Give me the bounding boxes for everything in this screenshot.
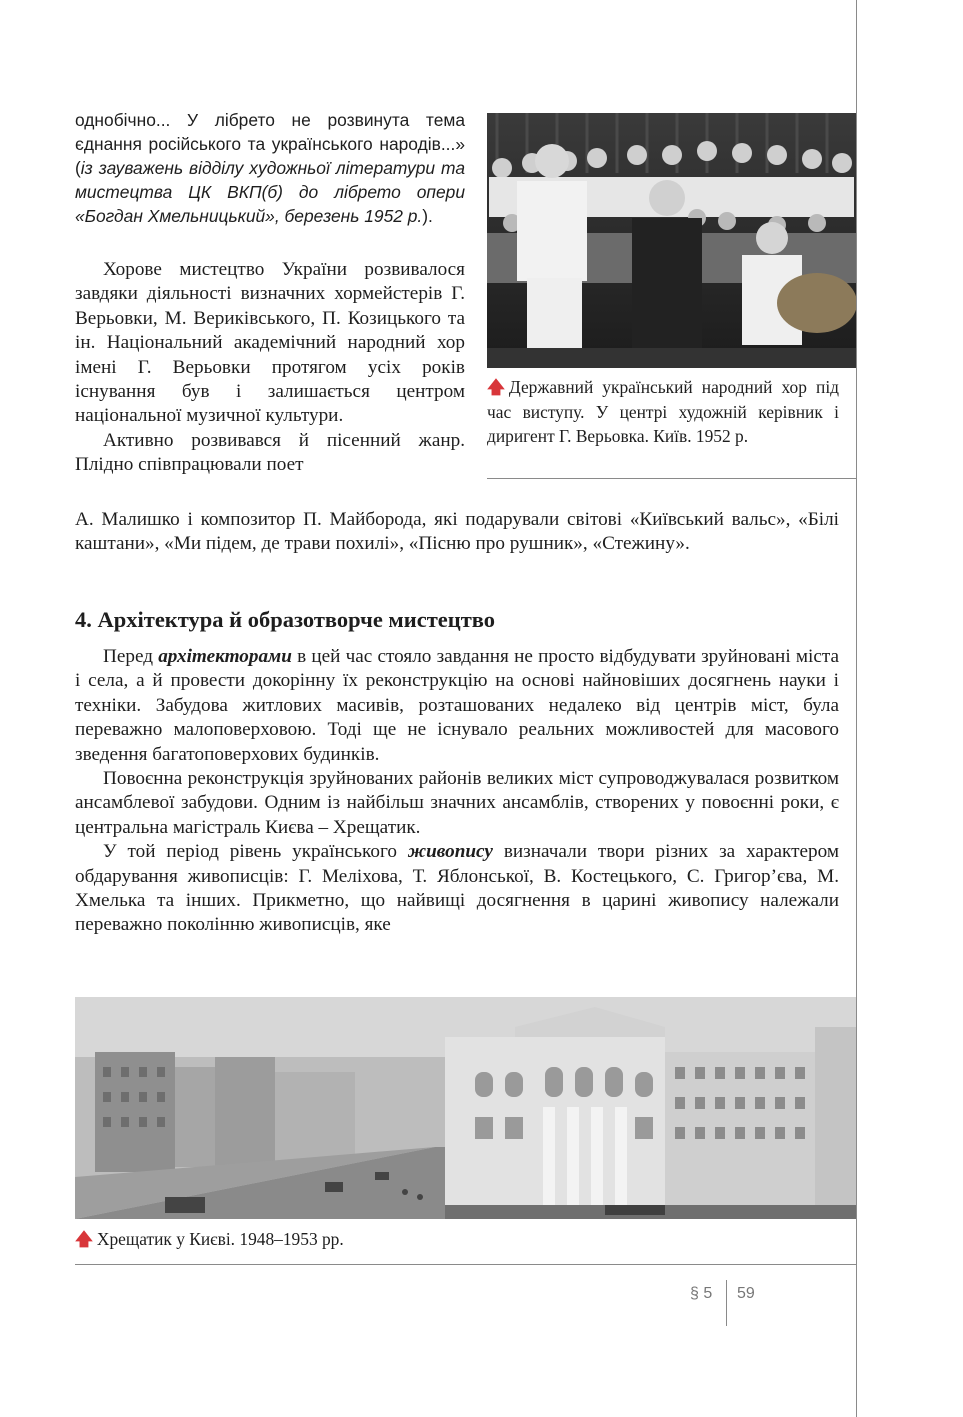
footer-divider: [75, 1264, 856, 1265]
footer-separator: [726, 1280, 727, 1326]
choir-photo-image: [487, 113, 856, 368]
p1-after: в цей час стояло завдання не просто відбудувати зруйновані міста і села, а й провести докорінну їх реконструкцію на основі найновіших досягнень науки і техніки. Забудова житлових масивів, розташованих недалеко від центрів міст, була переважно малоповерховою. Тоді ще не існувало реальних можливостей для масового зведення багатоповерхових будинків.: [75, 646, 839, 765]
paragraph-reconstruction: Повоєнна реконструкція зруйнованих районів великих міст супроводжувалася розвитком ансамблевої забудови. Одним із найбільш значних ансамблів, створених у повоєнні роки, є центральна магістраль Києва – Хрещатик.: [75, 768, 839, 838]
quote-text: однобічно... У лібрето не розвинута тема єднання російського та українського народів...» (: [75, 110, 465, 178]
p3-after: визначали твори різних за характером обдарування живописців: Г. Меліхова, Т. Яблонської, В. Костецького, С. Григор’єва, М. Хмелька та інших. Прикметно, що найвищі досягнення в царині живопису належали переважно поколінню живописців, яке: [75, 841, 839, 936]
footer-page-number: 59: [737, 1285, 755, 1302]
khreshchatyk-photo-image: [75, 997, 856, 1219]
quote-end: ).: [422, 206, 433, 226]
footer-section-number: § 5: [690, 1285, 713, 1302]
page-edge-rule: [856, 0, 857, 1417]
paragraph-song-genre: Активно розвивався й пісенний жанр. Плідно співпрацювали поет: [75, 429, 465, 476]
khreshchatyk-photo-caption: [75, 1227, 775, 1252]
choir-photo-caption: [487, 375, 839, 448]
paragraph-continuation: А. Малишко і композитор П. Майборода, які подарували світові «Київський вальс», «Білі каштани», «Ми підем, де трави похилі», «Пісню про рушник», «Стежину».: [75, 509, 839, 555]
term-painting: живопису: [407, 841, 493, 863]
p1-before: Перед: [103, 646, 159, 667]
paragraph-choral-art: Хорове мистецтво України розвивалося завдяки діяльності визначних хормейстерів Г. Верьовки, М. Вериківського, П. Козицького та ін. Національний академічний народний хор імені Г. Верьовки протягом усіх років існування був і залишається центром національної музичної культури.: [75, 259, 465, 427]
quote-source: із зауважень відділу художньої літератури та мистецтва ЦК ВКП(б) до лібрето опери «Богдан Хмельницький», березень 1952 р.: [75, 158, 465, 226]
term-architects: архітекторами: [158, 646, 292, 667]
arrow-up-icon: 🡅: [75, 1230, 93, 1250]
paragraph-painting: [75, 840, 839, 938]
paragraph-architects: [75, 645, 839, 767]
choir-photo: [487, 113, 856, 368]
street-caption-text: Хрещатик у Києві. 1948–1953 рр.: [96, 1229, 344, 1249]
section-title: 4. Архітектура й образотворче мистецтво: [75, 607, 496, 632]
caption-divider: [487, 478, 856, 479]
section-body: [75, 645, 839, 938]
khreshchatyk-photo: [75, 997, 856, 1219]
choir-caption-text: Державний український народний хор під час виступу. У центрі художній керівник і диригент Г. Верьовка. Київ. 1952 р.: [487, 377, 839, 446]
left-column: [75, 108, 465, 478]
quote-block: [75, 108, 465, 228]
arrow-up-icon: 🡅: [487, 378, 505, 398]
p3-before: У той період рівень українського: [103, 841, 408, 863]
